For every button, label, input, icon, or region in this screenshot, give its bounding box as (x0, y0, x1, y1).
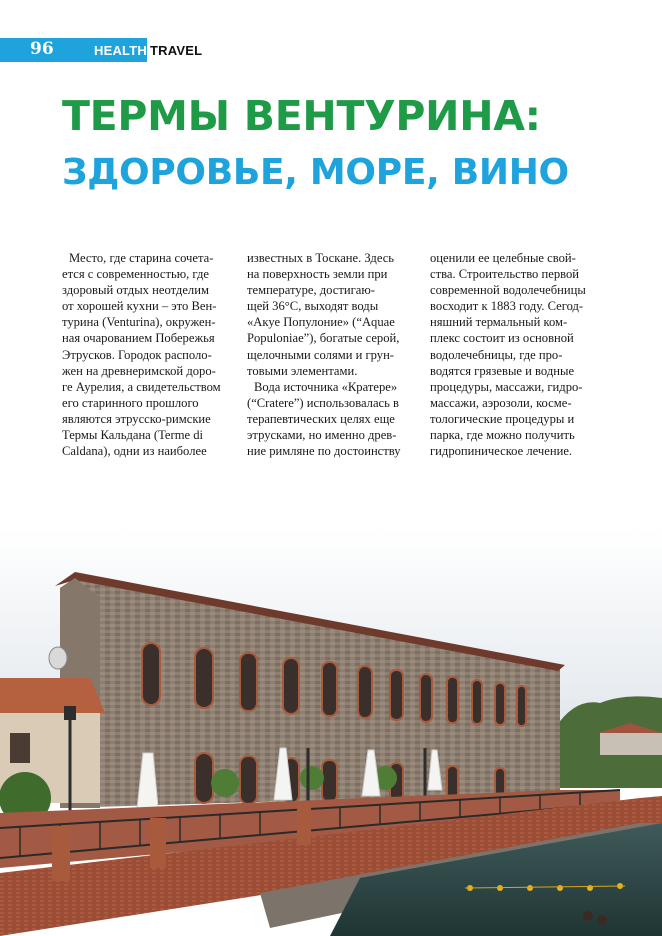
text-line: восходит к 1883 году. Сегод- (430, 299, 584, 314)
text-line: известных в Тоскане. Здесь (247, 251, 395, 265)
text-line: тологические процедуры и (430, 411, 575, 426)
text-line: плекс состоит из основной (430, 331, 574, 346)
text-line: ства. Строительство первой (430, 267, 580, 282)
text-line: водятся грязевые и водные (430, 363, 575, 378)
body-column-3 (430, 250, 605, 459)
text-line: парка, где можно получить (430, 428, 575, 443)
text-line: Вода источника «Кратере» (254, 379, 398, 394)
text-line: температуре, достигаю- (247, 283, 375, 298)
text-line: жен на древнеримской доро- (62, 363, 216, 378)
text-line: этрусками, но именно древ- (247, 428, 397, 443)
text-line: современной водолечебницы (430, 283, 586, 298)
thermal-building-photo (0, 528, 662, 936)
text-line: ется с современностью, где (62, 267, 209, 282)
section-label-travel: TRAVEL (150, 43, 203, 58)
article-subtitle: ЗДОРОВЬЕ, МОРЕ, ВИНО (62, 152, 569, 193)
text-line: товыми элементами. (247, 363, 358, 378)
text-line: няшний термальный ком- (430, 315, 568, 330)
text-line: оценили ее целебные свой- (430, 251, 576, 265)
text-line: ние римляне по достоинству (247, 444, 401, 459)
text-line: водолечебницы, где про- (430, 347, 563, 362)
text-line: Этрусков. Городок располо- (62, 347, 212, 362)
text-line: терапевтических целях еще (247, 411, 395, 426)
text-line: здоровый отдых неотделим (62, 283, 209, 298)
text-line: Caldana), одни из наиболее (62, 444, 207, 459)
body-column-1 (62, 250, 246, 459)
text-line: его старинного прошлого (62, 395, 199, 410)
text-line: ная очарованием Побережья (62, 331, 215, 346)
article-title: ТЕРМЫ ВЕНТУРИНА: (62, 92, 541, 140)
text-line: Термы Кальдана (Terme di (62, 428, 204, 443)
text-line: на поверхность земли при (247, 267, 388, 282)
page-header (0, 38, 662, 62)
text-line: от хорошей кухни – это Вен- (62, 299, 217, 314)
text-line: (“Cratere”) использовалась в (247, 395, 399, 410)
text-line: щелочными солями и грун- (247, 347, 395, 362)
page-number: 96 (30, 39, 54, 59)
text-line: гидропиническое лечение. (430, 444, 573, 459)
section-label-health: HEALTH (94, 43, 147, 58)
text-line: процедуры, массажи, гидро- (430, 379, 583, 394)
text-line: Место, где старина сочета- (69, 251, 214, 265)
text-line: турина (Venturina), окружен- (62, 315, 216, 330)
body-column-2 (247, 250, 417, 459)
text-line: ге Аурелия, а свидетельством (62, 379, 221, 394)
text-line: массажи, аэрозоли, космe- (430, 395, 572, 410)
text-line: Populoniae”), богатые серой, (247, 331, 400, 346)
text-line: «Акуе Популоние» (“Aquae (247, 315, 395, 330)
text-line: являются этрусско-римские (62, 411, 211, 426)
text-line: щей 36°С, выходят воды (247, 299, 379, 314)
